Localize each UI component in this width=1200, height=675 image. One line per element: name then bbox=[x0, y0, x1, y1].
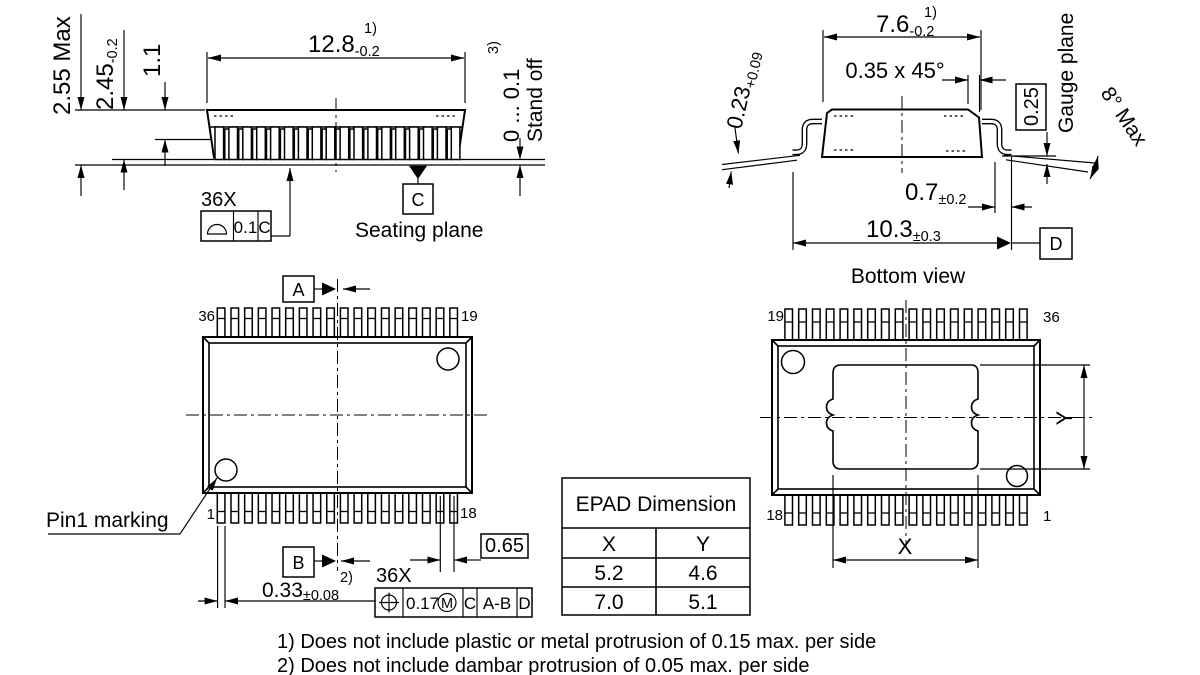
fcf-modifier: M bbox=[440, 596, 454, 612]
epad-y-value-2: 5.1 bbox=[688, 591, 718, 614]
body-height-value: 2.45-0.2 bbox=[92, 38, 121, 110]
footnote-2: 2) Does not include dambar protrusion of 0.05 max. per side bbox=[277, 655, 810, 675]
gauge-offset-value: 0.25 bbox=[1021, 87, 1043, 126]
foot-length-value: 0.7±0.2 bbox=[905, 179, 967, 208]
lead-angle-value: 8° Max bbox=[1095, 82, 1152, 151]
fcf-tolerance: 0.1 bbox=[233, 218, 258, 237]
lead-count-label: 36X bbox=[376, 565, 412, 587]
body-width-value: 12.8-0.2 bbox=[308, 31, 380, 60]
seating-plane-label: Seating plane bbox=[355, 219, 484, 242]
pin-number-19: 19 bbox=[461, 308, 478, 325]
standoff-value: 0 ... 0.1 bbox=[499, 68, 524, 142]
epad-x-value-2: 7.0 bbox=[594, 591, 624, 614]
fcf-tolerance: 0.17 bbox=[406, 594, 440, 613]
datum-d-label: D bbox=[1049, 234, 1063, 254]
pin-number-19: 19 bbox=[767, 308, 784, 325]
bottom-view-caption: Bottom view bbox=[850, 265, 966, 288]
total-height-value: 2.55 Max bbox=[49, 16, 76, 115]
epad-col-y: Y bbox=[695, 533, 711, 556]
footnote-1: 1) Does not include plastic or metal protrusion of 0.15 max. per side bbox=[277, 631, 877, 653]
chamfer-value: 0.35 x 45° bbox=[845, 58, 945, 83]
lead-span-value: 10.3±0.3 bbox=[866, 216, 941, 245]
orientation-mark bbox=[782, 351, 805, 374]
pin1-marking-label: Pin1 marking bbox=[46, 509, 169, 532]
pin-number-36: 36 bbox=[198, 308, 215, 325]
epad-y-label: Y bbox=[1052, 410, 1077, 426]
pin1-mark bbox=[215, 459, 237, 481]
end-width-value: 7.6-0.2 bbox=[876, 11, 935, 40]
pin-number-1: 1 bbox=[1043, 508, 1052, 525]
pitch-value: 0.65 bbox=[485, 535, 524, 557]
fcf-datum-2: A-B bbox=[482, 594, 512, 613]
fcf-datum-1: C bbox=[463, 594, 477, 613]
fcf-datum: C bbox=[258, 218, 271, 237]
epad-y-value-1: 4.6 bbox=[688, 562, 718, 585]
orientation-mark bbox=[437, 348, 459, 370]
note-2-ref: 2) bbox=[340, 570, 353, 586]
epad-table bbox=[562, 478, 750, 615]
note-3-ref: 3) bbox=[486, 41, 502, 54]
lead-width-value: 0.33±0.08 bbox=[262, 579, 340, 604]
note-1-ref: 1) bbox=[364, 21, 377, 37]
epad-x-label: X bbox=[897, 534, 913, 559]
gauge-plane-label: Gauge plane bbox=[1055, 12, 1078, 133]
pin-number-1: 1 bbox=[206, 506, 215, 523]
pin-number-18: 18 bbox=[766, 507, 783, 524]
lead-offset-value: 1.1 bbox=[139, 43, 166, 77]
datum-c-label: C bbox=[411, 190, 425, 210]
note-1-ref: 1) bbox=[924, 5, 937, 21]
pin-number-36: 36 bbox=[1043, 309, 1060, 326]
pin-number-18: 18 bbox=[460, 505, 477, 522]
datum-b-label: B bbox=[292, 553, 305, 573]
epad-x-value-1: 5.2 bbox=[594, 562, 624, 585]
fcf-datum-3: D bbox=[518, 594, 531, 613]
epad-table-title: EPAD Dimension bbox=[575, 493, 737, 516]
epad-col-x: X bbox=[601, 533, 617, 556]
standoff-label: Stand off bbox=[524, 58, 547, 142]
lead-count-label: 36X bbox=[201, 189, 237, 211]
datum-a-label: A bbox=[292, 280, 305, 300]
lead-thickness-value: 0.23+0.09 bbox=[721, 50, 767, 132]
